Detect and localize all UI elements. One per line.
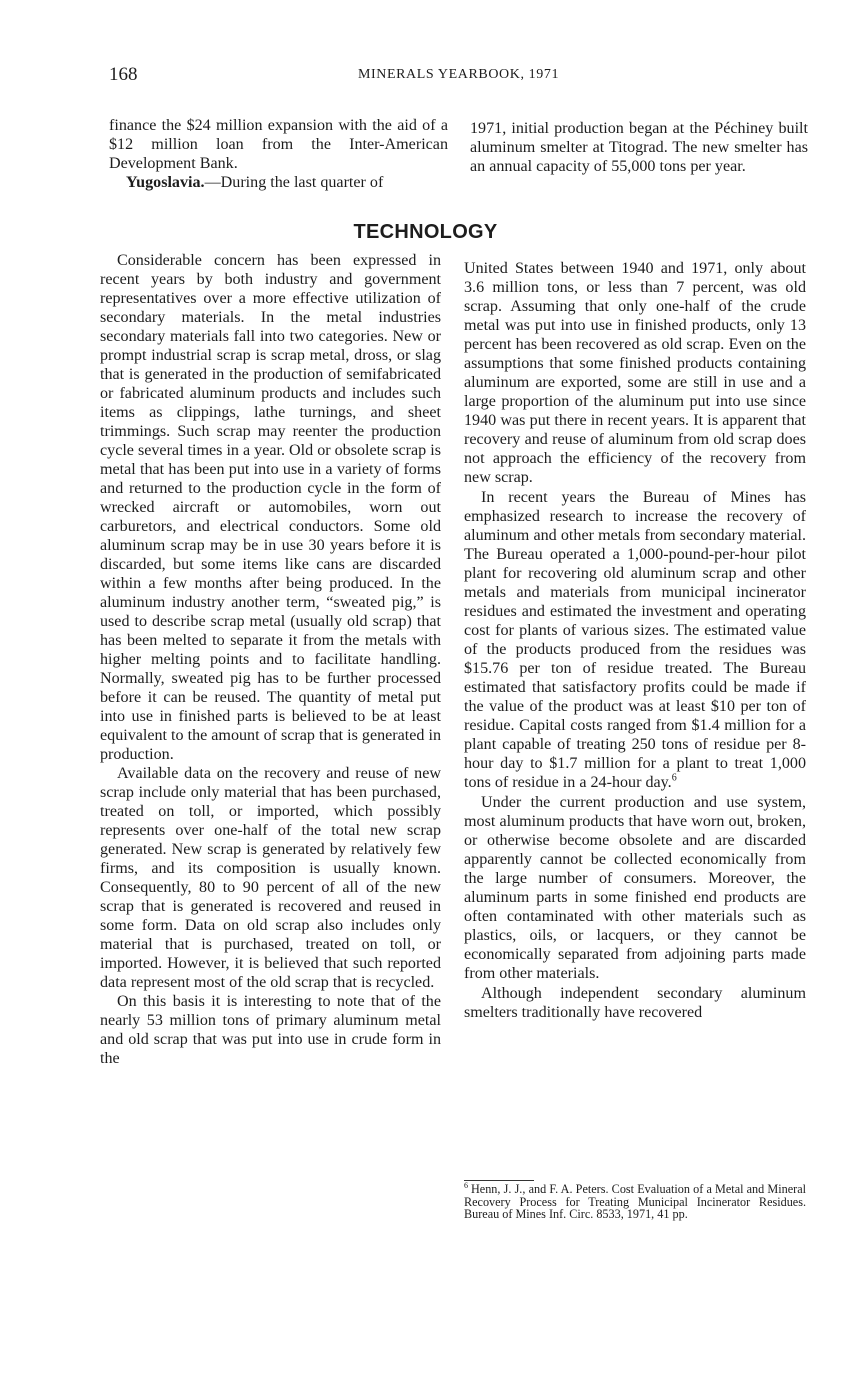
paragraph: Available data on the recovery and reuse of new scrap include only material that has been purchased, treated on toll, or imported, which possibly represents over one-half of the total new scrap generated. New scrap is generated by relatively few firms, and its composition is usually known. Consequently, 80 to 90 percent of all of the new scrap that is generated is recovered and reused in some form. Data on old scrap also includes only material that is purchased, treated on toll, or imported. However, it is believed that such reported data represent most of the old scrap that is recycled. — [100, 765, 441, 991]
paragraph: Under the current production and use system, most aluminum products that have worn out, broken, or otherwise become obsolete and are discarded apparently cannot be collected economically from the large number of consumers. Moreover, the aluminum parts in some finished end products are often contaminated with other materials such as plastics, oils, or lacquers, or they cannot be economically separated from adjoining parts made from other materials. — [464, 794, 806, 982]
footnote-marker: 6 — [464, 1180, 468, 1190]
paragraph-with-footnote — [464, 488, 806, 792]
top-right-column — [470, 119, 808, 176]
page-header — [109, 64, 808, 90]
paragraph-yugoslavia — [109, 173, 448, 192]
section-heading: TECHNOLOGY — [353, 221, 498, 243]
main-left-column — [100, 251, 441, 1068]
paragraph: Considerable concern has been expressed in recent years by both industry and government representatives over a more effective utilization of secondary materials. In the metal industries secondary materials fall into two categories. New or prompt industrial scrap is scrap metal, dross, or slag that is generated in the production of semifabricated or fabricated aluminum products and includes such items as clippings, lathe turnings, and sheet trimmings. Such scrap may reenter the production cycle several times in a year. Old or obsolete scrap is metal that has been put into use in a variety of forms and returned to the production cycle in the form of wrecked aircraft or automobiles, worn out carburetors, and electrical conductors. Some old aluminum scrap may be in use 30 years before it is discarded, but some items like cans are discarded within a few months after being produced. In the aluminum industry another term, “sweated pig,” is used to describe scrap metal (usually old scrap) that has been melted to separate it from the metals with higher melting points and to facilitate handling. Normally, sweated pig has to be further processed before it can be reused. The quantity of metal put into use in finished parts is believed to be at least equivalent to the amount of scrap that is generated in production. — [100, 252, 441, 763]
running-head: MINERALS YEARBOOK, 1971 — [357, 67, 560, 82]
page-number: 168 — [109, 64, 138, 85]
paragraph: United States between 1940 and 1971, only about 3.6 million tons, or less than 7 percent, was old scrap. Assuming that only one-half of the crude metal was put into use in finished products, only 13 percent has been recovered as old scrap. Even on the assumptions that some finished products containing aluminum are exported, some are still in use and a large proportion of the aluminum put into use since 1940 was put there in recent years. It is apparent that recovery and reuse of aluminum from old scrap does not approach the efficiency of the recovery from new scrap. — [464, 260, 806, 486]
paragraph: finance the $24 million expansion with the aid of a $12 million loan from the Inter-American Development Bank. — [109, 117, 448, 172]
paragraph-text: In recent years the Bureau of Mines has emphasized research to increase the recovery of aluminum and other metals from secondary material. The Bureau operated a 1,000-pound-per-hour pilot plant for recovering old aluminum scrap and other metals and materials from municipal incinerator residues and estimated the investment and operating cost for plants of various sizes. The estimated value of the products produced from the residues was $15.76 per ton of residue treated. The Bureau estimated that satisfactory profits could be made if the value of the product was at least $10 per ton of residue. Capital costs ranged from $1.4 million for a plant capable of treating 250 tons of residue per 8-hour day to $1.7 million for a plant to treat 1,000 tons of residue in a 24-hour day. — [464, 489, 806, 791]
paragraph: On this basis it is interesting to note that of the nearly 53 million tons of primary aluminum metal and old scrap that was put into use in crude form in the — [100, 993, 441, 1067]
country-heading: Yugoslavia. — [126, 174, 205, 191]
footnote-text: Henn, J. J., and F. A. Peters. Cost Evaluation of a Metal and Mineral Recovery Process for Treating Municipal Incinerator Residues. Bureau of Mines Inf. Circ. 8533, 1971, 41 pp. — [464, 1182, 806, 1221]
paragraph: Although independent secondary aluminum smelters traditionally have recovered — [464, 985, 806, 1021]
main-right-column — [464, 259, 806, 1023]
footnote — [464, 1180, 806, 1221]
top-left-column — [109, 116, 448, 192]
footnote-reference[interactable]: 6 — [671, 772, 677, 784]
footnote-divider — [464, 1180, 534, 1181]
paragraph-text: —During the last quarter of — [204, 174, 384, 191]
paragraph: 1971, initial production began at the Péchiney built aluminum smelter at Titograd. The new smelter has an annual capacity of 55,000 tons per year. — [470, 120, 808, 175]
